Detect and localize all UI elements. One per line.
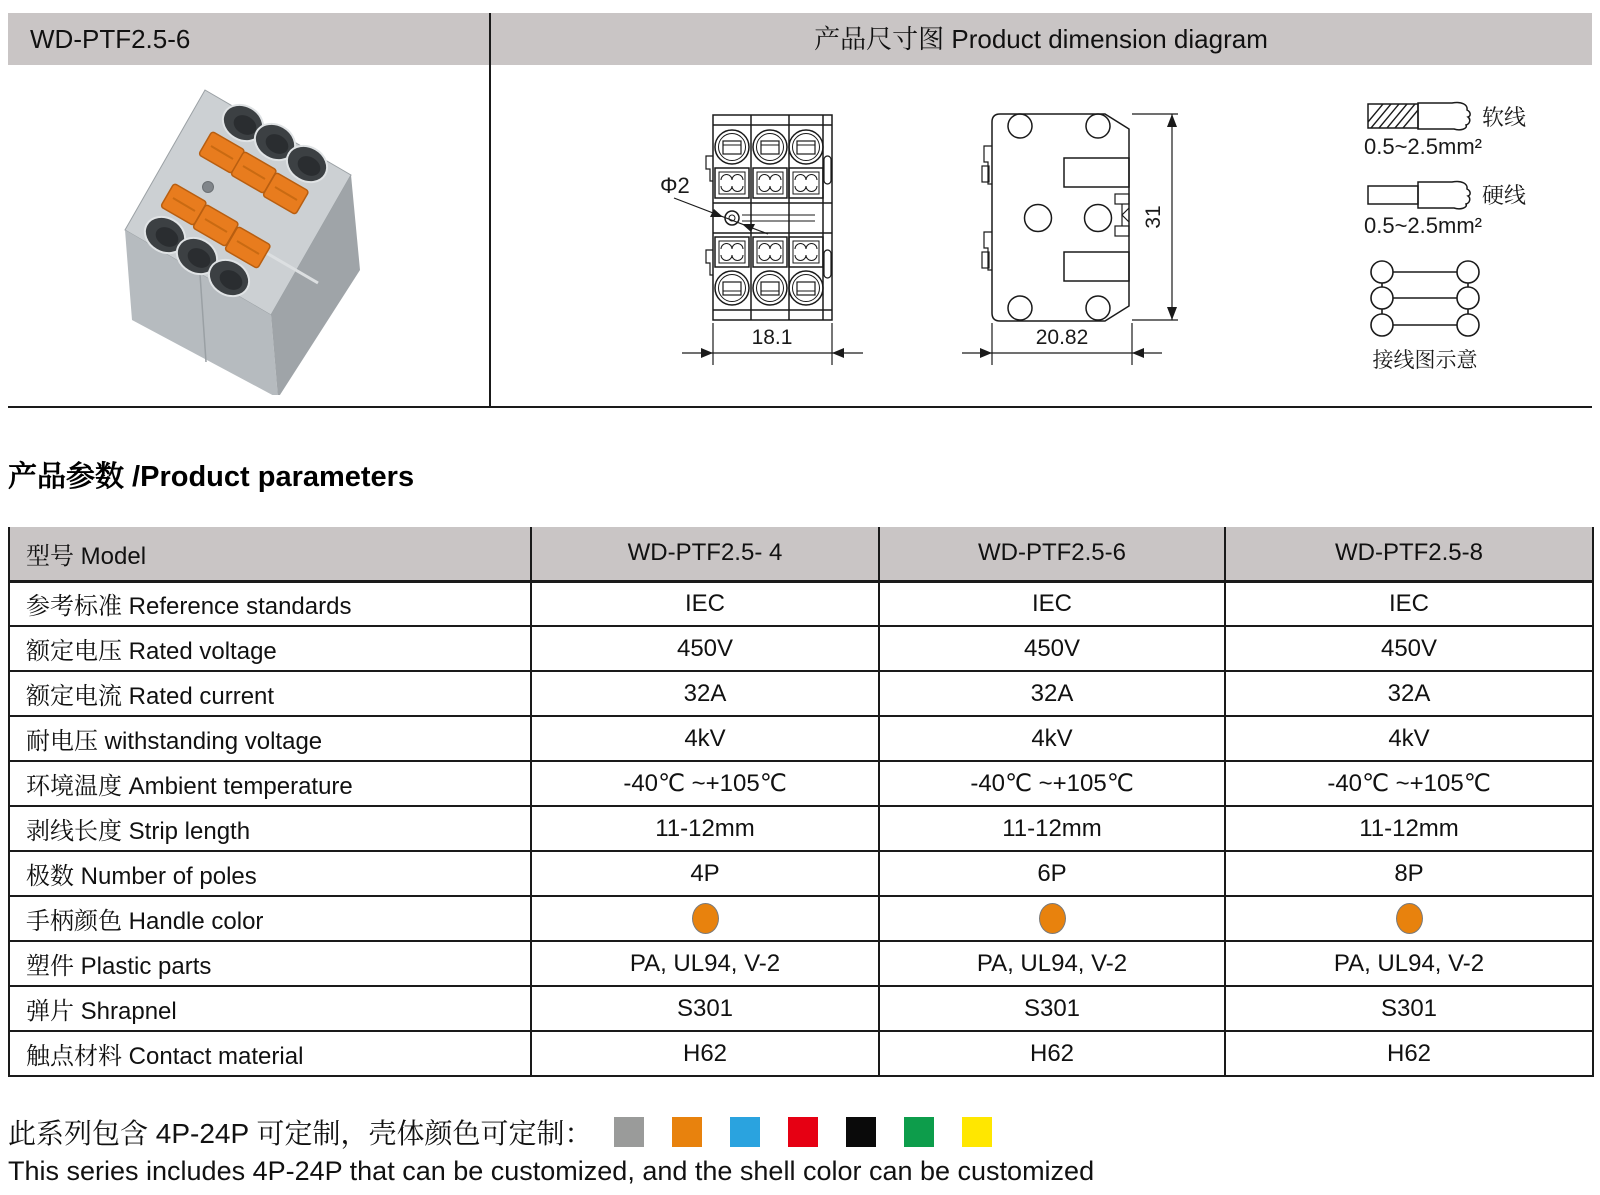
side-view-width-dimension [962,323,1162,365]
param-value: -40℃ ~+105℃ [879,761,1225,806]
param-value [531,896,879,941]
param-label: 参考标准 Reference standards [9,581,531,626]
param-value: IEC [1225,581,1593,626]
param-value: S301 [879,986,1225,1031]
table-row [9,986,1593,1031]
side-view-left-clips [982,146,992,270]
front-view-drawing [610,90,920,390]
wiring-caption: 接线图示意 [1372,349,1478,372]
param-value: 6P [879,851,1225,896]
param-value: 4kV [531,716,879,761]
param-value: 11-12mm [879,806,1225,851]
front-view-clamp-circles-bottom [715,271,823,305]
param-value: -40℃ ~+105℃ [1225,761,1593,806]
param-value: S301 [1225,986,1593,1031]
param-value: S301 [531,986,879,1031]
param-value: H62 [1225,1031,1593,1076]
side-view-height-dimension [1132,114,1178,320]
param-value: 4kV [879,716,1225,761]
param-label: 极数 Number of poles [9,851,531,896]
shell-color-swatch [962,1117,992,1147]
param-label: 塑件 Plastic parts [9,941,531,986]
param-value: H62 [531,1031,879,1076]
flexible-wire-label: 软线 [1482,105,1527,130]
header-model-6p: WD-PTF2.5-6 [879,527,1225,581]
shell-color-swatch [904,1117,934,1147]
flexible-wire-icon [1358,98,1470,134]
param-value: H62 [879,1031,1225,1076]
side-view-drawing [940,90,1210,390]
front-view-width-dimension [682,323,863,365]
side-height-value: 31 [1142,205,1165,229]
solid-wire-icon [1368,181,1470,208]
customization-note-cn-text: 此系列包含 4P-24P 可定制，壳体颜色可定制： [8,1118,593,1149]
table-row [9,851,1593,896]
front-view-clamp-circles-top [715,130,823,164]
customization-note-en: This series includes 4P-24P that can be customized, and the shell color can be customized [8,1156,1095,1186]
param-value: IEC [531,581,879,626]
table-row [9,1031,1593,1076]
solid-wire-label: 硬线 [1482,183,1527,208]
vertical-divider [489,13,491,407]
table-row [9,671,1593,716]
parameters-heading: 产品参数 /Product parameters [8,461,415,493]
param-value: 450V [1225,626,1593,671]
header-model-8p: WD-PTF2.5-8 [1225,527,1593,581]
param-label: 触点材料 Contact material [9,1031,531,1076]
header-model: 型号 Model [9,527,531,581]
front-view-buttons-upper [715,168,823,198]
param-value [1225,896,1593,941]
dimension-diagram-title: 产品尺寸图 Product dimension diagram [814,24,1268,54]
handle-color-dot [1396,903,1423,934]
product-photo [110,80,400,395]
param-value: 8P [1225,851,1593,896]
shell-color-swatch [672,1117,702,1147]
param-label: 额定电压 Rated voltage [9,626,531,671]
parameters-table-body [9,581,1593,1076]
param-label: 剥线长度 Strip length [9,806,531,851]
parameters-table [8,527,1592,1077]
param-value: 11-12mm [531,806,879,851]
din-rail-clip [1115,194,1129,236]
front-width-value: 18.1 [751,326,793,349]
table-row [9,626,1593,671]
customization-note-cn [8,1112,992,1152]
param-value: 450V [879,626,1225,671]
param-value: 32A [531,671,879,716]
param-value: 4P [531,851,879,896]
param-value: 450V [531,626,879,671]
handle-color-dot [692,903,719,934]
table-row [9,761,1593,806]
shell-color-swatch [614,1117,644,1147]
table-row [9,896,1593,941]
param-value: 32A [1225,671,1593,716]
header-model-4p: WD-PTF2.5- 4 [531,527,879,581]
shell-color-swatches [592,1117,992,1147]
param-label: 额定电流 Rated current [9,671,531,716]
param-label: 耐电压 withstanding voltage [9,716,531,761]
handle-color-dot [1039,903,1066,934]
wiring-schematic-icon [1371,261,1479,336]
table-row [9,806,1593,851]
marking-hole [203,182,214,193]
param-value: 32A [879,671,1225,716]
param-value: IEC [879,581,1225,626]
param-value [879,896,1225,941]
front-view-buttons-lower [715,237,823,267]
param-value: PA, UL94, V-2 [879,941,1225,986]
param-value: PA, UL94, V-2 [1225,941,1593,986]
param-label: 手柄颜色 Handle color [9,896,531,941]
shell-color-swatch [846,1117,876,1147]
wire-legend [1330,90,1600,390]
side-width-value: 20.82 [1035,326,1089,349]
param-label: 弹片 Shrapnel [9,986,531,1031]
param-value: -40℃ ~+105℃ [531,761,879,806]
param-label: 环境温度 Ambient temperature [9,761,531,806]
table-row [9,716,1593,761]
param-value: 4kV [1225,716,1593,761]
shell-color-swatch [730,1117,760,1147]
section-bottom-rule [8,406,1592,408]
param-value: 11-12mm [1225,806,1593,851]
shell-color-swatch [788,1117,818,1147]
product-model-title: WD-PTF2.5-6 [30,24,191,54]
header-bar [8,13,1592,65]
flexible-wire-range: 0.5~2.5mm² [1364,134,1482,159]
hole-diameter-label: Φ2 [660,173,690,198]
table-row [9,581,1593,626]
param-value: PA, UL94, V-2 [531,941,879,986]
table-header-row [9,527,1593,581]
table-row [9,941,1593,986]
solid-wire-range: 0.5~2.5mm² [1364,213,1482,238]
